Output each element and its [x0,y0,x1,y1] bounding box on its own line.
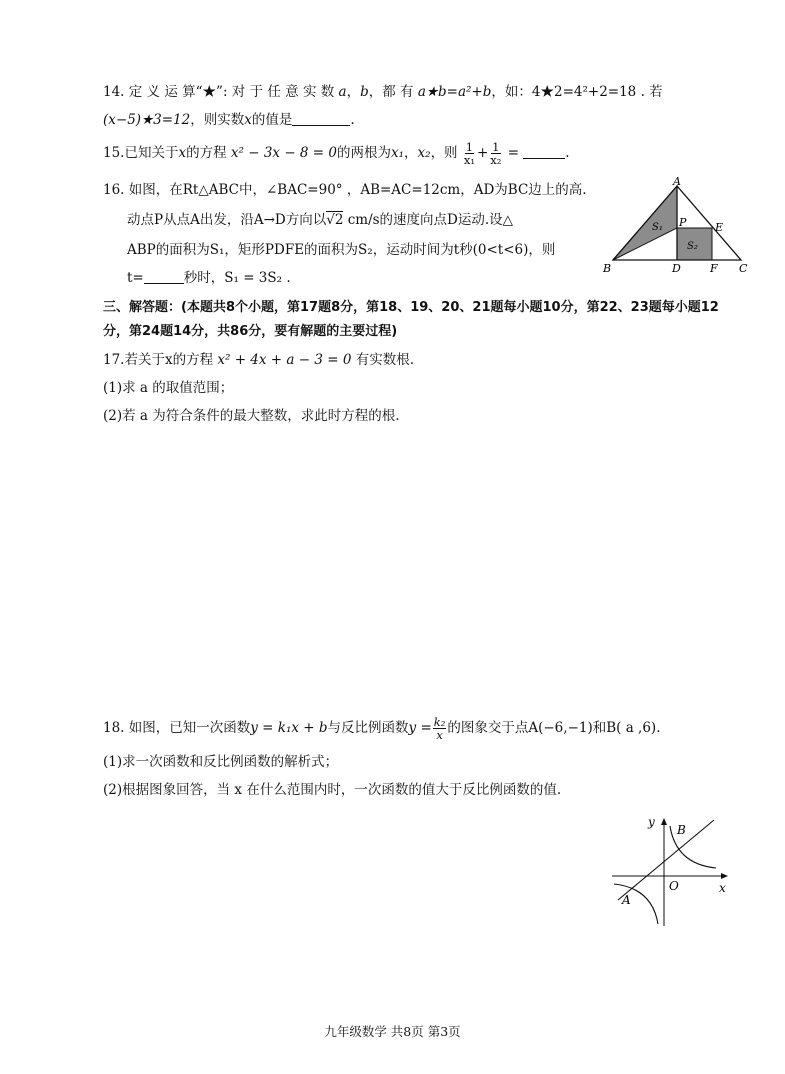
q14-var-x: x [244,112,252,128]
q14-period: . [350,112,355,128]
q14-var-a: a [338,84,347,100]
q15-line [103,140,570,166]
q15-root: x₁ [391,145,405,161]
q14-line1 [103,82,663,102]
q14-text: 的值是 [251,112,293,128]
q14-text: . 若 [640,84,663,100]
q18-part1: (1)求一次函数和反比例函数的解析式； [103,754,339,770]
page-footer: 九年级数学 共8页 第3页 [324,1024,461,1039]
q16-triangle-figure [596,176,751,280]
label-D: D [672,262,681,275]
label-B-point: B [677,823,686,837]
label-E: E [715,221,724,234]
q18-coordinate-figure [606,812,736,930]
q16-line4: t= 秒时，S₁ = 3S₂ . [127,270,291,286]
y-axis-arrow [661,818,667,825]
q15-plus: + [476,145,489,161]
q15-text: 的两根为 [337,145,391,161]
q14-comma: ， [346,84,361,100]
label-B: B [603,262,612,275]
q16-answer-blank[interactable] [144,269,184,284]
x-axis-arrow [721,873,728,879]
q14-text: 14. 定 义 运 算“ [103,84,203,100]
q15-equals: = [507,145,519,161]
q17-part2: (2)若 a 为符合条件的最大整数，求此时方程的根. [103,408,400,424]
label-C: C [739,262,748,275]
q15-text: ，则 [430,145,458,161]
q15-var: x [178,145,187,161]
label-y: y [648,815,655,829]
label-P: P [679,216,687,229]
q16-line3: ABP的面积为S₁，矩形PDFE的面积为S₂，运动时间为t秒(0<t<6)，则 [127,242,556,258]
q15-text: 的方程 [186,145,227,161]
q15-fraction-1: $\frac{1}{\text{x₁}}$ [463,140,475,167]
q15-root: x₂ [417,145,431,161]
star-icon: ★ [202,84,217,100]
q15-equation: x² − 3x − 8 = 0 [230,145,337,161]
q17-equation: x² + 4x + a − 3 = 0 [217,352,352,368]
q16-line1: 16. 如图，在Rt△ABC中，∠BAC=90° ，AB=AC=12cm，AD为BC边上的高. [103,182,587,198]
q17-line1: 17.若关于x的方程 x² + 4x + a − 3 = 0 有实数根. [103,352,415,368]
label-S2: S₂ [687,241,698,252]
q18-linear: y = k₁x + b [250,720,328,736]
q16-line2: 动点P从点A出发，沿A→D方向以√2 cm/s的速度向点D运动.设△ [127,212,514,228]
label-S1: S₁ [652,222,663,233]
q18-line1: 18. 如图，已知一次函数y = k₁x + b与反比例函数y = $\frac{\text{k₂}}{x}$ 的图象交于点A(−6,−1)和B( a ,6). [103,715,661,742]
label-x: x [719,881,726,895]
q17-part1: (1)求 a 的取值范围； [103,380,234,396]
q14-definition: a★b=a²+b [417,84,492,100]
section3-header-line2: 分，第24题14分，共86分，要有解题的主要过程) [103,324,398,339]
q18-fraction: $\frac{\text{k₂}}{x}$ [433,715,446,742]
section3-header-line1: 三、解答题：(本题共8个小题，第17题8分，第18、19、20、21题每小题10分，第22、23题每小题12 [103,300,719,315]
sqrt2: √2 [326,212,344,228]
q14-condition: (x−5)★3=12 [103,112,191,128]
q15-answer-blank[interactable] [523,144,565,159]
q15-text: 15.已知关于 [103,145,179,161]
q14-example: 4★2=4²+2=18 [531,84,637,100]
q15-fraction-2: $\frac{1}{\text{x₂}}$ [490,140,502,167]
q14-var-b: b [360,84,369,100]
q18-part2: (2)根据图象回答，当 x 在什么范围内时，一次函数的值大于反比例函数的值. [103,782,562,798]
q14-text: ”: 对 于 任 意 实 数 [216,84,335,100]
q14-text: ，则实数 [190,112,245,128]
label-A: A [673,176,681,188]
q14-answer-blank[interactable] [292,111,350,126]
q15-sep: ， [404,145,418,161]
label-O: O [669,879,679,893]
q14-text: ，如： [491,84,532,100]
label-F: F [710,262,718,275]
q15-period: . [565,145,570,161]
q14-text: ，都 有 [368,84,414,100]
hyperbola-branch-2 [614,884,658,924]
label-A-point: A [622,893,631,907]
q14-line2 [103,110,355,130]
